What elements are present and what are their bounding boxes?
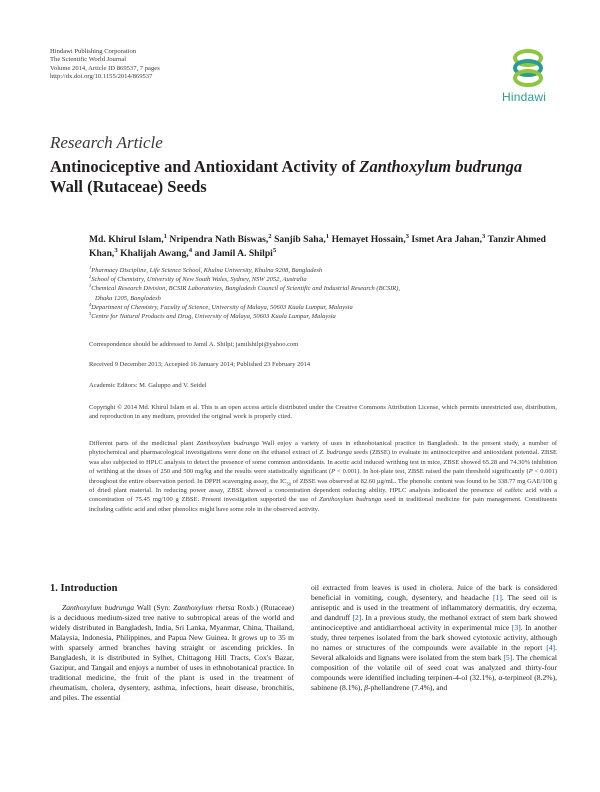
affiliation-marker: 5 — [89, 310, 92, 316]
text-run: -phellandrene (7.4%), and — [367, 682, 448, 692]
text-run: P — [331, 468, 336, 476]
logo-wordmark: Hindawi — [502, 90, 547, 104]
author-name: Sanjib Saha, — [274, 234, 326, 245]
abstract — [89, 439, 557, 514]
text-run: . Several alkaloids and lignans were isolated from the stem bark — [311, 642, 557, 662]
affiliation-text: Chemical Research Division, BCSIR Laboratories, Bangladesh Council of Scientific and Industrial Research (BCSIR), — [91, 285, 401, 293]
affiliation — [89, 312, 559, 321]
hindawi-logo[interactable] — [498, 46, 558, 108]
affiliation-marker: 3 — [89, 283, 92, 289]
affiliation-text: Centre for Natural Products and Drug, University of Malaya, 50603 Kuala Lumpur, Malaysia — [91, 313, 336, 321]
body-column-left — [50, 603, 294, 703]
body-column-right — [311, 583, 557, 692]
citation-link[interactable]: [5] — [503, 652, 513, 662]
section-heading: 1. Introduction — [50, 583, 118, 594]
title-part-1: Antinociceptive and Antioxidant Activity of — [50, 157, 360, 176]
text-run: < 0.001) throughout the entire observation period. In DPPH scavenging assay, the IC — [89, 468, 557, 485]
text-run: Zanthoxylum budrunga — [62, 603, 135, 612]
author-name: Hemayet Hossain, — [331, 234, 406, 245]
author-list — [89, 233, 559, 261]
affiliation-marker: 2 — [89, 274, 92, 280]
author-affiliation-marker: 2 — [268, 232, 272, 240]
affiliation — [89, 294, 559, 303]
volume-line: Volume 2014, Article ID 869537, 7 pages — [50, 64, 160, 72]
affiliation-text: Pharmacy Discipline, Life Science School, Khulna University, Khulna 9208, Bangladesh — [91, 267, 323, 274]
author-affiliation-marker: 5 — [272, 246, 277, 254]
journal-name: The Scientific World Journal — [50, 56, 127, 64]
doi-link[interactable]: http://dx.doi.org/10.1155/2014/869537 — [50, 73, 153, 81]
text-run: Z. budrunga — [319, 449, 352, 457]
title-part-2: Wall (Rutaceae) Seeds — [50, 177, 207, 196]
text-run: 50 — [286, 480, 292, 486]
text-run: Different parts of the medicinal plant — [89, 440, 197, 447]
text-run: < 0.001). In hot-plate test, ZBSE raised the pain threshold significantly ( — [335, 468, 529, 476]
citation-link[interactable]: [4] — [546, 642, 556, 652]
affiliation-marker: 4 — [89, 301, 92, 307]
affiliation — [89, 275, 559, 284]
text-run: Wall enjoy a variety of uses in ethnobotanical practice in Bangladesh. In the present study, a number of phytochemical and pharmacological investigations were done on the ethanol extract of — [89, 440, 557, 457]
affiliation-list — [89, 266, 559, 321]
author-name: Ismet Ara Jahan, — [411, 234, 483, 245]
author-name: Khalijah Awang, — [120, 248, 189, 259]
author-name: Md. Khirul Islam, — [89, 234, 164, 245]
affiliation-text: School of Chemistry, University of New South Wales, Sydney, NSW 2052, Australia — [91, 276, 307, 284]
author-affiliation-marker: 4 — [188, 246, 193, 254]
text-run: . In a previous study, the methanol extract of stem bark showed antinociceptive and antidiarrhoeal activity in experimental mice — [311, 612, 557, 632]
journal-header — [50, 48, 160, 82]
text-run: Wall (Syn: — [134, 603, 174, 612]
citation-link[interactable]: [2] — [352, 612, 362, 622]
article-title — [50, 157, 550, 197]
author-affiliation-marker: 1 — [163, 232, 167, 240]
text-run: of ZBSE was observed at 82.60 µg/mL. The phenolic content was found to be 338.77 mg GAE/100 g of dried plant material. In reducing power assay, ZBSE showed a concentration dependent reducing ability. HPLC analysis indicated the presence of caffeic acid with a concentration of 75.45 mg/100 g ZBSE. Present investigation supported the use of — [89, 477, 557, 504]
citation-link[interactable]: [3] — [511, 622, 521, 632]
text-run: seed in traditional medicine for pain management. Constituents including caffeic acid and other phenolics might have some role in the observed activity. — [89, 496, 557, 513]
author-affiliation-marker: 3 — [482, 232, 486, 240]
author-name: and Jamil A. Shilpi — [194, 248, 273, 259]
correspondence: Correspondence should be addressed to Jamil A. Shilpi; jamilshilpi@yahoo.com — [89, 341, 299, 348]
affiliation-marker: 1 — [89, 264, 92, 270]
text-run: oil extracted from leaves is used in cholera. Juice of the bark is considered beneficial in vomiting, cough, dysentery, and headache — [311, 583, 557, 602]
text-run: Zanthoxylum budrunga — [319, 496, 382, 504]
article-type: Research Article — [50, 133, 163, 152]
author-affiliation-marker: 3 — [405, 232, 410, 240]
hindawi-logo-icon — [498, 46, 558, 90]
author-name: Tanzir Ahmed Khan, — [89, 234, 547, 259]
text-run: . The seed oil is antiseptic and is used in the treatment of inflammatory dermatitis, dry eczema, and dandruff — [311, 592, 557, 622]
affiliation-text: Department of Chemistry, Faculty of Science, University of Malaya, 50603 Kuala Lumpur, Malaysia — [91, 303, 353, 311]
text-run: Roxb.) (Rutaceae) is a deciduous medium-sized tree native to subtropical areas of the world and widely distributed in Bangladesh, India, Sri Lanka, Myanmar, China, Thailand, Malaysia, Indonesia, Philippines, and Papua New Guinea. It grows up to 35 m with sparsely armed branches having straight or ascending prickles. In Bangladesh, it is distributed in Sylhet, Chittagong Hill Tracts, Cox's Bazar, Gazipur, and Tangail and enjoys a number of uses in ethnobotanical practice. In traditional medicine, the fruit of the plant is used in the treatment of rheumatism, cholera, dysentery, asthma, infections, heart disease, bronchitis, and piles. The essential — [50, 603, 294, 702]
text-run: . In another study, three terpenes isolated from the bark showed cytotoxic activity, although no names or structures of the compounds were available in the report — [311, 622, 557, 652]
academic-editors: Academic Editors: M. Galuppo and V. Seidel — [89, 382, 207, 389]
text-run: . The chemical composition of the volatile oil of seed coat was analyzed and thirty-four compounds were identified including terpinen-4-ol (32.1%), α-terpineol (8.2%), sabinene (8.1%), — [311, 652, 557, 692]
affiliation — [89, 266, 559, 275]
text-run: β — [364, 682, 368, 692]
text-run: Zanthoxylum rhetsa — [173, 603, 235, 612]
author-name: Nripendra Nath Biswas, — [169, 234, 269, 245]
text-run: Zanthoxylum budrunga — [196, 440, 259, 447]
paragraph — [311, 583, 557, 692]
text-run: P — [528, 468, 533, 476]
citation-link[interactable]: [1] — [493, 592, 502, 602]
author-affiliation-marker: 3 — [114, 246, 118, 254]
publisher-line: Hindawi Publishing Corporation — [50, 48, 137, 55]
author-affiliation-marker: 1 — [325, 232, 330, 240]
text-run: seeds (ZBSE) to evaluate its antinociceptive and antioxidant potential. ZBSE was also subjected to HPLC analysis to detect the presence of some common antioxidants. In acetic acid induced writhing test in mice, ZBSE showed 65.28 and 74.30% inhibition of writhing at the doses of 250 and 500 mg/kg and the results were statistically significant ( — [89, 449, 557, 476]
article-dates: Received 9 December 2013; Accepted 16 January 2014; Published 23 February 2014 — [89, 361, 311, 368]
paragraph — [50, 603, 294, 703]
affiliation-text: Dhaka 1205, Bangladesh — [95, 294, 161, 302]
title-species: Zanthoxylum budrunga — [359, 157, 523, 176]
affiliation — [89, 284, 559, 293]
copyright-notice: Copyright © 2014 Md. Khirul Islam et al. This is an open access article distributed under the Creative Commons Attribution License, which permits unrestricted use, distribution, and reproduction in any medium, provided the original work is properly cited. — [89, 404, 557, 420]
affiliation — [89, 303, 559, 312]
